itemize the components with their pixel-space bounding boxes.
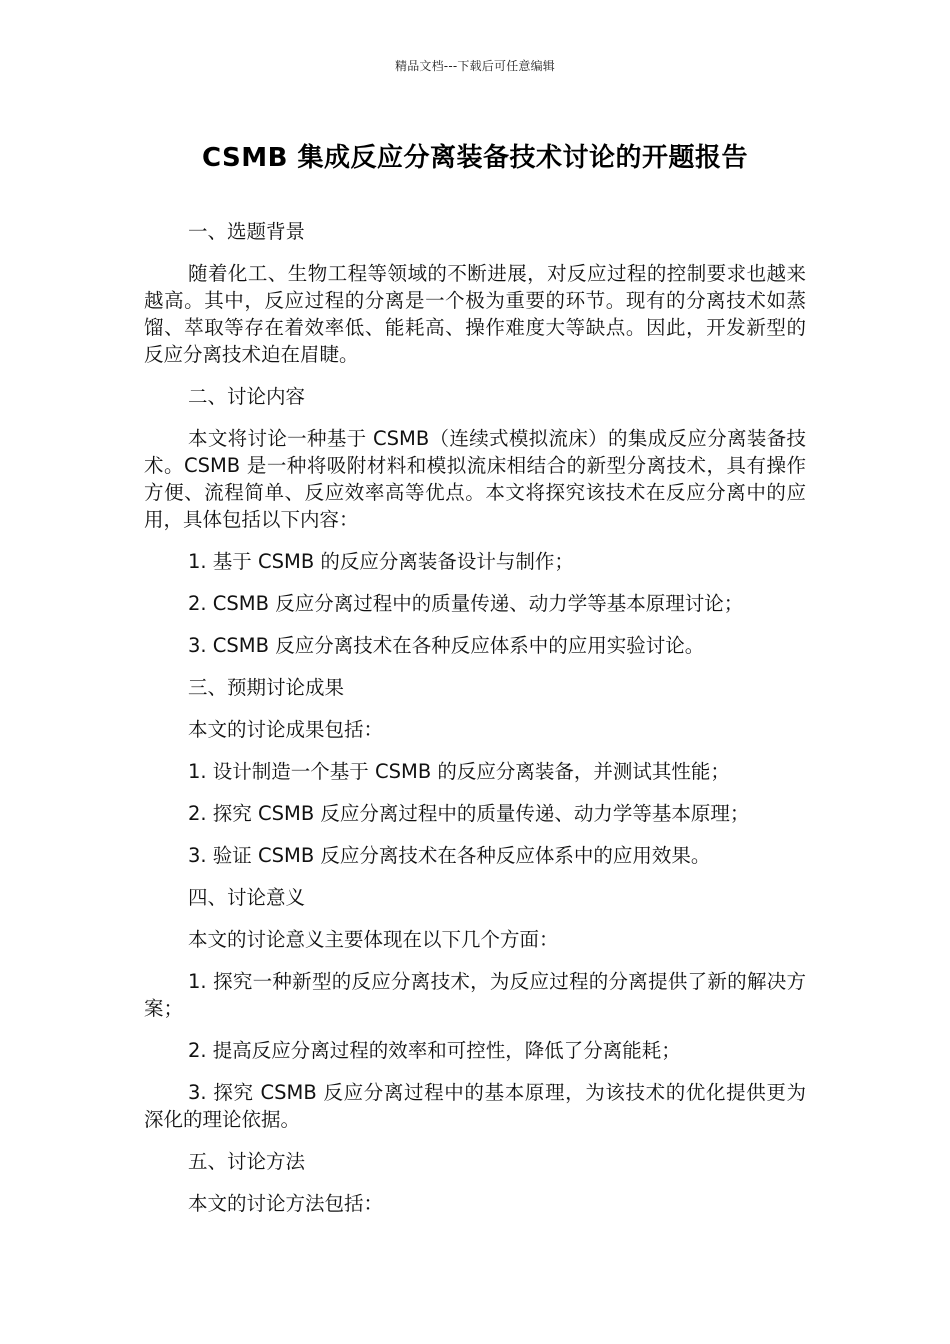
paragraph-outcomes-intro: 本文的讨论成果包括： [188, 718, 384, 741]
list-item: 2. CSMB 反应分离过程中的质量传递、动力学等基本原理讨论； [188, 592, 744, 615]
list-item: 3. CSMB 反应分离技术在各种反应体系中的应用实验讨论。 [188, 634, 705, 657]
list-item: 2. 探究 CSMB 反应分离过程中的质量传递、动力学等基本原理； [188, 802, 750, 825]
header-note: 精品文档---下载后可任意编辑 [395, 59, 555, 73]
section-heading-methods: 五、讨论方法 [188, 1150, 306, 1173]
paragraph-content: 本文将讨论一种基于 CSMB（连续式模拟流床）的集成反应分离装备技术。CSMB 是一种将吸附材料和模拟流床相结合的新型分离技术，具有操作方便、流程简单、反应效率高等优点。本文将探究该技术在反应分离中的应用，具体包括以下内容： [144, 427, 806, 531]
list-item: 1. 基于 CSMB 的反应分离装备设计与制作； [188, 550, 574, 573]
list-item: 2. 提高反应分离过程的效率和可控性，降低了分离能耗； [188, 1039, 681, 1062]
section-heading-background: 一、选题背景 [188, 220, 306, 243]
list-item: 1. 设计制造一个基于 CSMB 的反应分离装备，并测试其性能； [188, 760, 730, 783]
list-item: 3. 验证 CSMB 反应分离技术在各种反应体系中的应用效果。 [188, 844, 711, 867]
document-body [144, 218, 806, 1217]
document-title: CSMB 集成反应分离装备技术讨论的开题报告 [201, 143, 749, 173]
list-item: 1. 探究一种新型的反应分离技术，为反应过程的分离提供了新的解决方案； [144, 970, 806, 1020]
paragraph-background: 随着化工、生物工程等领域的不断进展，对反应过程的控制要求也越来越高。其中，反应过程的分离是一个极为重要的环节。现有的分离技术如蒸馏、萃取等存在着效率低、能耗高、操作难度大等缺点。因此，开发新型的反应分离技术迫在眉睫。 [144, 262, 806, 366]
section-heading-content: 二、讨论内容 [188, 385, 306, 408]
paragraph-significance-intro: 本文的讨论意义主要体现在以下几个方面： [188, 928, 559, 951]
section-heading-outcomes: 三、预期讨论成果 [188, 676, 345, 699]
list-item: 3. 探究 CSMB 反应分离过程中的基本原理，为该技术的优化提供更为深化的理论依据。 [144, 1081, 806, 1131]
section-heading-significance: 四、讨论意义 [188, 886, 306, 909]
paragraph-methods-intro: 本文的讨论方法包括： [188, 1192, 384, 1215]
